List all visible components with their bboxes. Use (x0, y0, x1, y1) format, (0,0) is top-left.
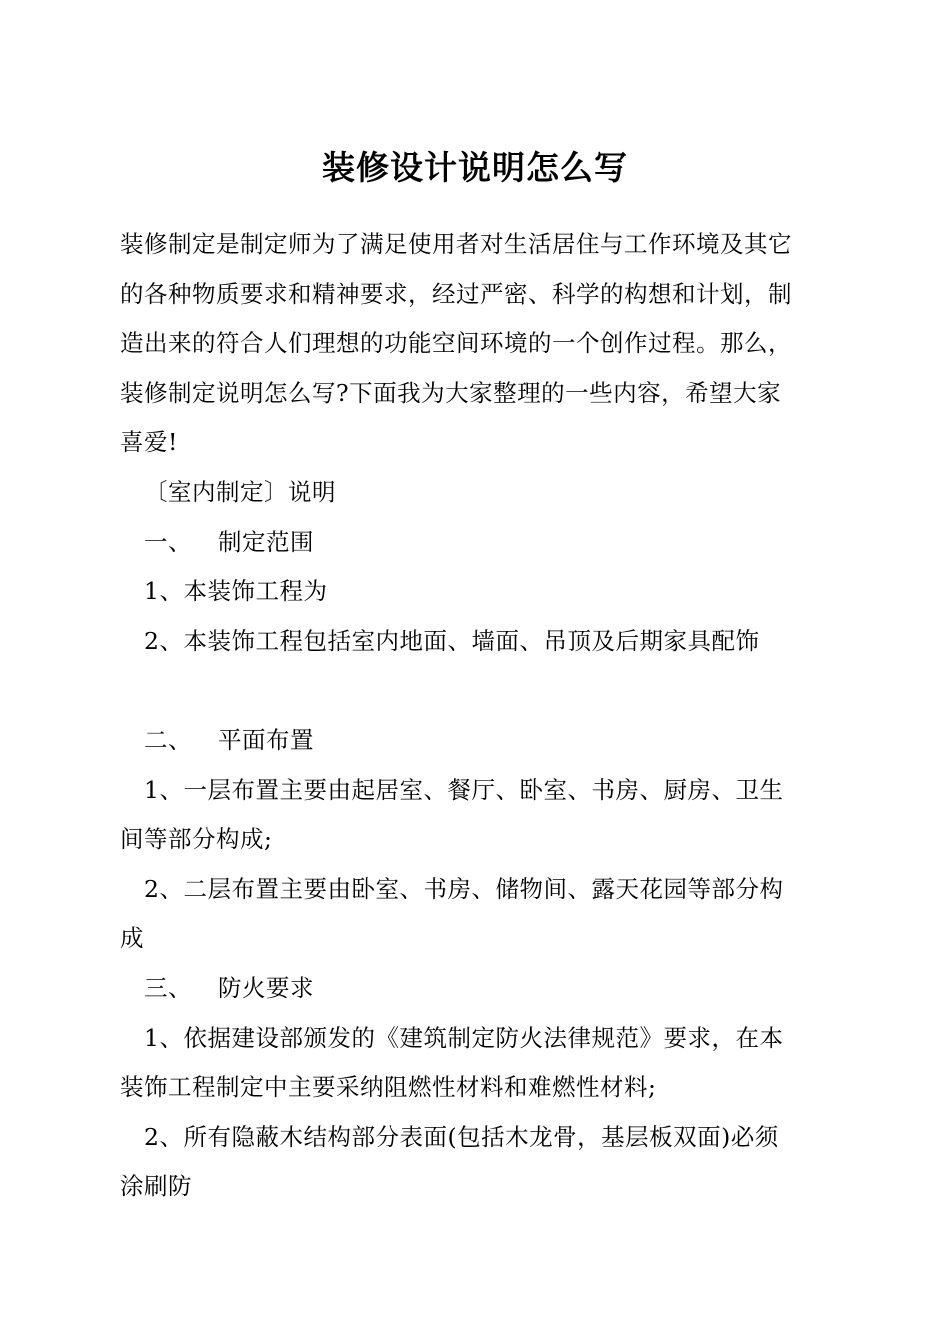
section-number: 三、 (144, 973, 192, 1002)
section-heading-1 (120, 518, 830, 568)
intro-paragraph (120, 220, 830, 468)
document-body (120, 220, 830, 1212)
section2-item-1 (120, 766, 830, 865)
item-line: 涂刷防 (120, 1172, 192, 1201)
item-line: 2、二层布置主要由卧室、书房、储物间、露天花园等部分构 (144, 874, 784, 903)
intro-line: 喜爱! (120, 428, 178, 457)
section2-item-2 (120, 865, 830, 964)
section-number: 一、 (144, 527, 192, 556)
intro-line: 装修制定说明怎么写?下面我为大家整理的一些内容，希望大家 (120, 378, 782, 407)
item-line: 1、一层布置主要由起居室、餐厅、卧室、书房、厨房、卫生 (144, 775, 784, 804)
section3-item-2 (120, 1113, 830, 1212)
item-line: 间等部分构成; (120, 825, 273, 854)
section-heading-2 (120, 716, 830, 766)
intro-line: 的各种物质要求和精神要求，经过严密、科学的构想和计划，制 (120, 279, 792, 308)
section3-item-1 (120, 1014, 830, 1113)
section1-item: 2、本装饰工程包括室内地面、墙面、吊顶及后期家具配饰 (144, 626, 760, 655)
item-line: 1、依据建设部颁发的《建筑制定防火法律规范》要求，在本 (144, 1023, 784, 1052)
doc-heading: 〔室内制定〕说明 (144, 477, 336, 506)
intro-line: 造出来的符合人们理想的功能空间环境的一个创作过程。那么， (120, 329, 792, 358)
section-number: 二、 (144, 725, 192, 754)
section-title: 防火要求 (218, 973, 314, 1002)
blank-line (120, 666, 830, 716)
item-line: 装饰工程制定中主要采纳阻燃性材料和难燃性材料; (120, 1073, 657, 1102)
section-title: 制定范围 (218, 527, 314, 556)
section1-item: 1、本装饰工程为 (144, 577, 328, 606)
intro-line: 装修制定是制定师为了满足使用者对生活居住与工作环境及其它 (120, 230, 792, 258)
section-title: 平面布置 (218, 725, 314, 754)
section-heading-3 (120, 964, 830, 1014)
item-line: 成 (120, 924, 144, 953)
item-line: 2、所有隐蔽木结构部分表面(包括木龙骨，基层板双面)必须 (144, 1122, 779, 1151)
document-title: 装修设计说明怎么写 (322, 148, 628, 187)
